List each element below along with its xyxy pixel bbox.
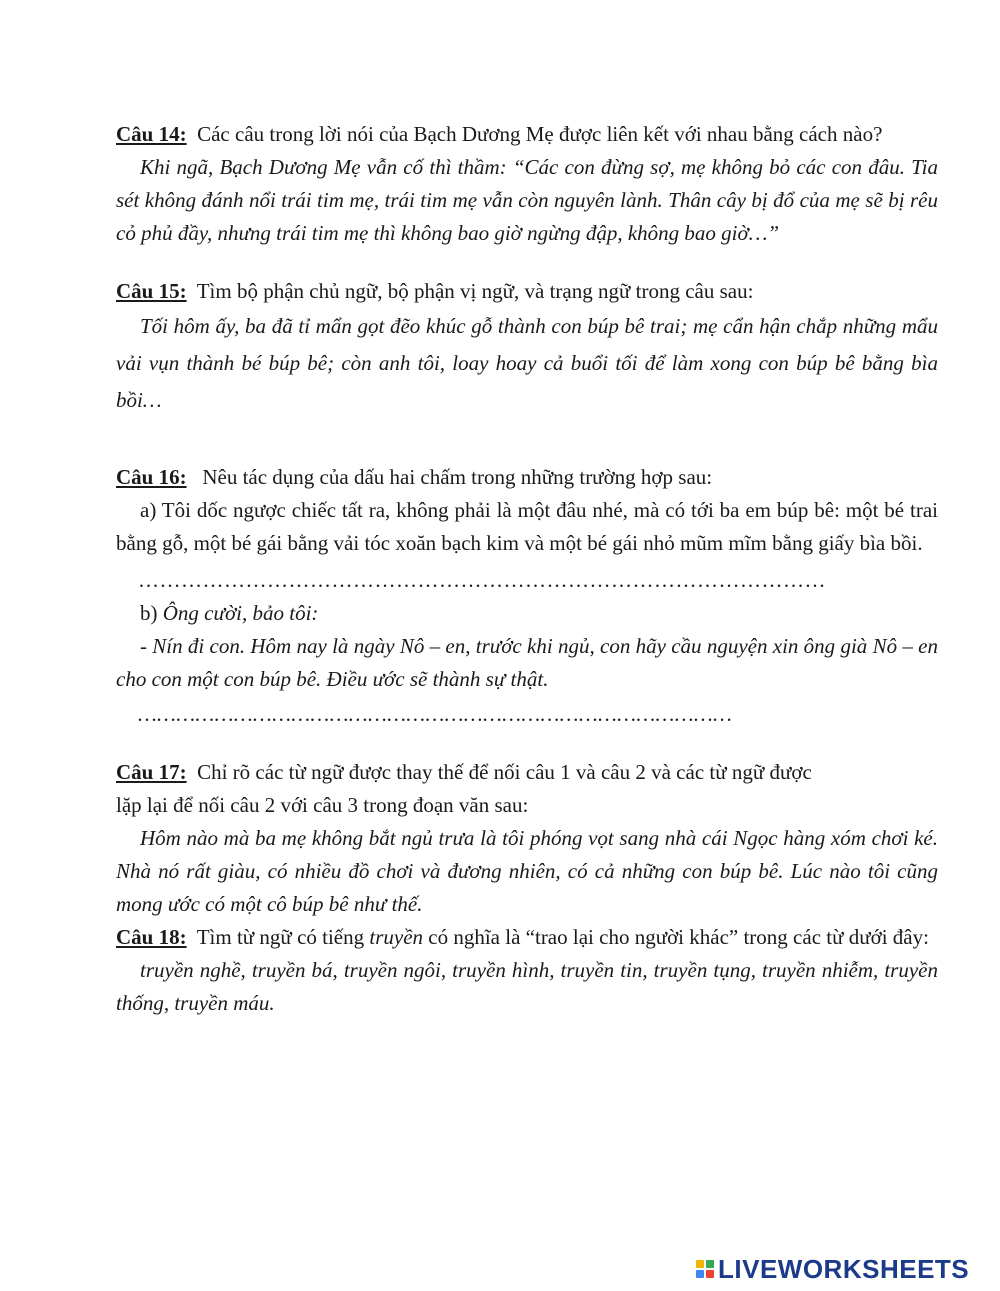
question-18-prompt-after: có nghĩa là “trao lại cho người khác” trong các từ dưới đây: — [423, 925, 929, 949]
logo-text: LIVEWORKSHEETS — [718, 1253, 970, 1284]
question-14-prompt: Các câu trong lời nói của Bạch Dương Mẹ được liên kết với nhau bằng cách nào? — [197, 122, 883, 146]
logo-square-4 — [706, 1270, 714, 1278]
logo-square-3 — [696, 1270, 704, 1278]
question-18-label: Câu 18: — [116, 925, 187, 949]
part-b-intro-text: Ông cười, bảo tôi: — [162, 601, 319, 625]
question-15 — [116, 275, 938, 308]
question-15-passage: Tối hôm ấy, ba đã tỉ mẩn gọt đẽo khúc gỗ thành con búp bê trai; mẹ cẩn hận chắp những mẩu vải vụn thành bé búp bê; còn anh tôi, loay hoay cả buổi tối để làm xong con búp bê bằng bìa bồi… — [116, 314, 938, 412]
liveworksheets-logo — [696, 1253, 969, 1285]
question-16-prompt: Nêu tác dụng của dấu hai chấm trong những trường hợp sau: — [202, 465, 713, 489]
question-16-part-a: a) Tôi dốc ngược chiếc tất ra, không phải là một đâu nhé, mà có tới ba em búp bê: một bé trai bằng gỗ, một bé gái bằng vải tóc xoăn bạch kim và một bé gái nhỏ mũm mĩm bằng giấy bìa bồi. — [116, 498, 938, 555]
question-18-keyword: truyền — [369, 925, 424, 949]
question-15-label: Câu 15: — [116, 279, 187, 303]
logo-square-2 — [706, 1260, 714, 1268]
liveworksheets-logo-icon — [696, 1260, 714, 1278]
question-16 — [116, 461, 938, 494]
question-18 — [116, 921, 938, 954]
question-17 — [116, 756, 938, 789]
answer-line-16b[interactable]: ………………………………………………………………………………… — [138, 702, 733, 726]
question-14 — [116, 118, 938, 151]
question-17-prompt-line1: Chỉ rõ các từ ngữ được thay thế để nối câu 1 và câu 2 và các từ ngữ được — [197, 760, 812, 784]
question-14-label: Câu 14: — [116, 122, 187, 146]
question-17-prompt-line2: lặp lại để nối câu 2 với câu 3 trong đoạn văn sau: — [116, 793, 529, 817]
question-16-part-b-intro — [116, 597, 938, 630]
answer-line-16a[interactable]: …………………………………………………………………………………… — [138, 568, 826, 592]
logo-square-1 — [696, 1260, 704, 1268]
question-17-label: Câu 17: — [116, 760, 187, 784]
question-17-passage: Hôm nào mà ba mẹ không bắt ngủ trưa là tôi phóng vọt sang nhà cái Ngọc hàng xóm chơi ké. Nhà nó rất giàu, có nhiều đồ chơi và đương nhiên, có cả những con búp bê. Lúc nào tôi cũng mong ước có một cô búp bê như thế. — [116, 826, 938, 916]
question-14-passage: Khi ngã, Bạch Dương Mẹ vẫn cố thì thầm: “Các con đừng sợ, mẹ không bỏ các con đâu. Tia sét không đánh nổi trái tim mẹ, trái tim mẹ vẫn còn nguyên lành. Thân cây bị đổ của mẹ sẽ bị rêu cỏ phủ đầy, nhưng trái tim mẹ thì không bao giờ ngừng đập, không bao giờ…” — [116, 155, 938, 245]
worksheet-page — [116, 118, 938, 1020]
part-b-prefix: b) — [140, 601, 163, 625]
question-16-part-b-quote: - Nín đi con. Hôm nay là ngày Nô – en, trước khi ngủ, con hãy cầu nguyện xin ông già Nô – en cho con một con búp bê. Điều ước sẽ thành sự thật. — [116, 634, 938, 691]
question-18-prompt-before: Tìm từ ngữ có tiếng — [196, 925, 370, 949]
question-16-label: Câu 16: — [116, 465, 187, 489]
question-15-prompt: Tìm bộ phận chủ ngữ, bộ phận vị ngữ, và trạng ngữ trong câu sau: — [196, 279, 754, 303]
question-18-word-list: truyền nghề, truyền bá, truyền ngôi, truyền hình, truyền tin, truyền tụng, truyền nhiễm, truyền thống, truyền máu. — [116, 958, 938, 1015]
